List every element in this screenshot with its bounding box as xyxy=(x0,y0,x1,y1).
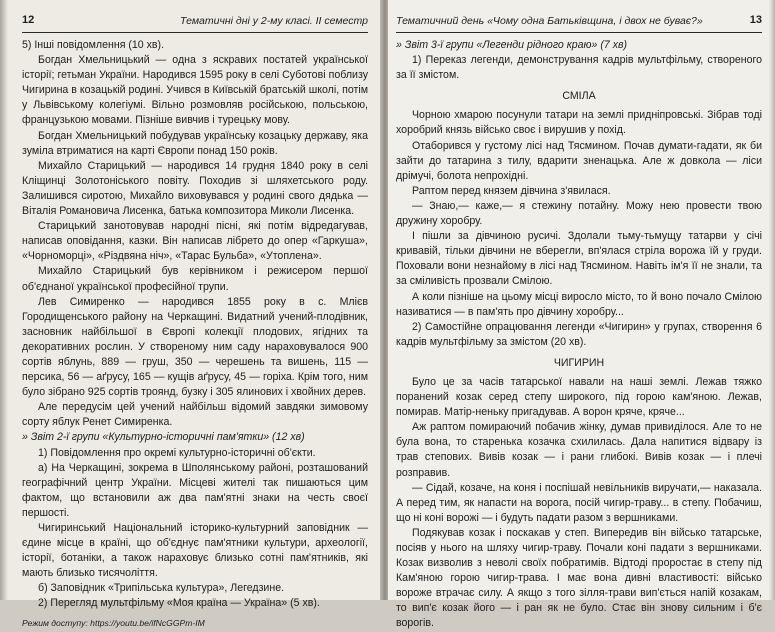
paragraph: — Сідай, козаче, на коня і поспішай невільників виручати,— наказала. А перед тим, як напасти на ворога, посій чигир-траву... в степу. Побачиш, що ні коні ворожі — і будуть падати разом з вершниками. xyxy=(396,481,762,524)
paragraph: а) На Черкащині, зокрема в Шполянському районі, розташований географічний центр України. Місцеві жителі так пишаються цим фактом, що встановили аж два пам'ятні знаки на честь своєї першості. xyxy=(22,461,368,519)
page-header xyxy=(22,10,368,33)
paragraph: 1) Переказ легенди, демонстрування кадрів мультфільму, створеного за її змістом. xyxy=(396,54,762,82)
page-number: 13 xyxy=(749,14,762,26)
section-heading: » Звіт 2-ї групи «Культурно-історичні пам'ятки» (12 хв) xyxy=(22,431,305,444)
paragraph: А коли пізніше на цьому місці виросло місто, то й воно почало Смілою називатися — в пам'ять про дівчину хоробру... xyxy=(396,290,762,318)
right-page xyxy=(388,0,775,630)
paragraph: б) Заповідник «Трипільська культура», Легедзине. xyxy=(38,582,285,595)
paragraph: Чорною хмарою посунули татари на землі придніпровські. Зібрав тоді хоробрий князь військо своє і вирушив у похід. xyxy=(396,109,762,137)
paragraph: 2) Самостійне опрацювання легенди «Чигирин» у групах, створення 6 кадрів мультфільму за змістом (20 хв). xyxy=(396,320,762,348)
paragraph: Старицький занотовував народні пісні, які потім відредагував, написав оповідання, казки. Він написав лібрето до опер «Гаркуша», «Чорноморці», «Різдвяна ніч», «Тарас Бульба», «Утоплена». xyxy=(22,220,368,263)
section-heading: » Звіт 3-ї групи «Легенди рідного краю» (7 хв) xyxy=(396,39,628,51)
paragraph: Подякував козак і поскакав у степ. Випередив він військо татарське, посіяв у нього на шляху чигир-траву. Почали коні падати з вершниками. Козак визволив з неволі своїх побратимів. Відтоді проростає в степу під Кам'яною горою чигир-трава. І має вона дивні властивості: військо вороже втрачає силу. А якщо з того зілля-трави вип'ється напій козакам, то вип'є козак його — і ран як не було. Стає він знову сильним і б'є ворогів. xyxy=(396,526,762,630)
paragraph: Михайло Старицький був керівником і режисером першої об'єднаної української професійної трупи. xyxy=(22,265,368,293)
paragraph: — Знаю,— каже,— я стежину потайну. Можу нею провести твою дружину хоробру. xyxy=(396,199,762,228)
paragraph: Богдан Хмельницький — одна з яскравих постатей української історії; гетьман України. Народився 1595 року в селі Суботові поблизу Чигирина в козацькій родині. Учився в Київській братській школі, потім у Львівському колегіумі. Вільно розмовляв російською, польською, французькою мовами. Пізніше вивчив і турецьку мову. xyxy=(22,54,368,127)
paragraph: Раптом перед князем дівчина з'явилася. xyxy=(412,184,611,197)
paragraph: 1) Повідомлення про окремі культурно-історичні об'єкти. xyxy=(38,446,316,459)
legend-title: СМІЛА xyxy=(562,90,596,103)
paragraph: Було це за часів татарської навали на наші землі. Лежав тяжко поранений козак серед степу широкого, під горою кам'яною. Лежав, помирав. Матір-неньку пригадував. А ворон кряче, кряче... xyxy=(396,375,762,419)
paragraph: Богдан Хмельницький побудував українську козацьку державу, яка зуміла втриматися на карті Європи понад 150 років. xyxy=(22,129,368,157)
running-title: Тематичні дні у 2-му класі. ІІ семестр xyxy=(180,15,368,27)
page-edge-shadow xyxy=(769,0,775,600)
legend-title: ЧИГИРИН xyxy=(553,356,605,369)
paragraph: 5) Інші повідомлення (10 хв). xyxy=(22,39,165,51)
access-note: Режим доступу: https://youtu.be/ifNcGGPm-IM xyxy=(22,617,205,628)
paragraph: Аж раптом помираючий побачив жінку, думав привиділося. Але то не була вона, то старенька козачка схилилась. Дала напитися відвару із трав степових. Вивів козак — і рани глибокі. Вивів козак — і плечі розправив. xyxy=(396,421,762,479)
page-edge-shadow xyxy=(0,0,8,600)
left-page xyxy=(0,0,382,628)
paragraph: Лев Симиренко — народився 1855 року в с. Млієв Городищенського району на Черкащині. Видатний учений-плодівник, засновник найбільшої в Європі колекції плодових, ягідних та декоративних рослин. У створеному ним саду нараховувалося 900 сортів яблунь, 889 — груш, 350 — черешень та вишень, 115 — персика, 56 — аґрусу, 165 — кущів аґрусу, 45 — горіха. Крім того, ним було зібрано 925 сортів троянд, бузку і 305 ялинових і хвойних дерев. xyxy=(22,295,368,399)
paragraph: Михайло Старицький — народився 14 грудня 1840 року в селі Кліщинці Золотоніського повіту. Походив зі шляхетського роду. Залишився сиротою, Михайло виховувався у родині свого дядька — Віталія Романовича Лисенка, батька композитора Миколи Лисенка. xyxy=(22,159,368,218)
page-body xyxy=(22,38,368,631)
paragraph: Чигиринський Національний історико-культурний заповідник — єдине місце в країні, що об'єднує пам'ятники культури, археології, історії, ботаніки, а також нараховує близько сотні пам'ятників, які мають близько тисячоліття. xyxy=(22,522,368,580)
running-title: Тематичний день «Чому одна Батьківщина, і двох не буває?» xyxy=(396,15,703,27)
page-header xyxy=(396,10,762,33)
paragraph: Але передусім цей учений найбільш відомий завдяки зимовому сорту яблук Ренет Симиренка. xyxy=(22,401,368,429)
paragraph: І пішли за дівчиною русичі. Здолали тьму-тьмущу татарви у січі кривавій, тільки дівчини не вберегли, вп'ялася стріла ворожа їй у груди. Поховали вони незнайому в лісі над Тясмином. Навіть ім'я її не знали, та за сміливість прозвали Смілою. xyxy=(396,230,762,288)
paragraph: Отаборився у густому лісі над Тясмином. Почав думати-гадати, як би зайти до татарина з тилу, вдарити зненацька. Але ж довкола — ліси дрімучі, болота непрохідні. xyxy=(396,139,762,182)
page-body xyxy=(396,38,762,632)
paragraph: 2) Перегляд мультфільму «Моя країна — Україна» (5 хв). xyxy=(38,597,320,610)
page-number: 12 xyxy=(22,14,35,26)
